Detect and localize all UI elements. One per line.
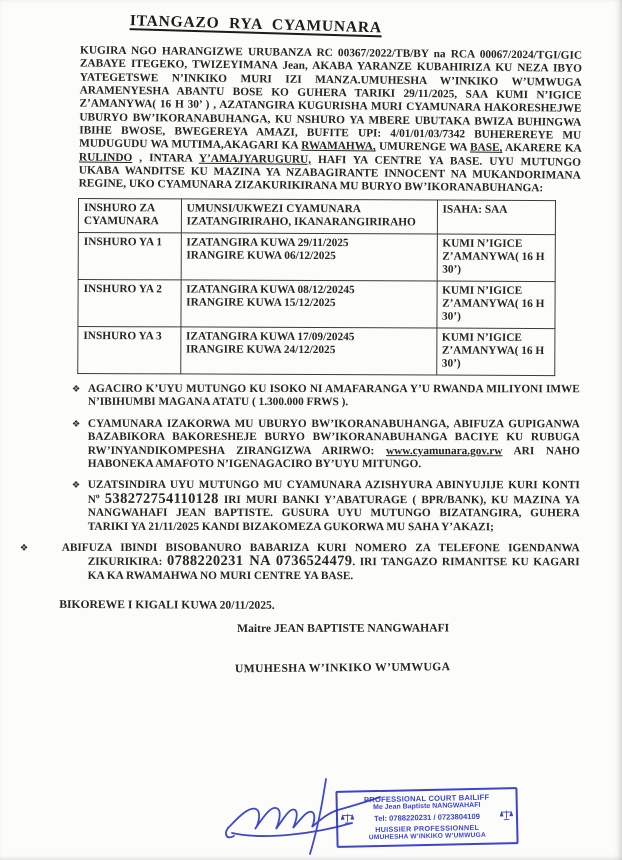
diamond-bullet-icon: ❖ [71, 418, 81, 430]
end-date: IRANGIRE KUWA 15/12/2025 [186, 296, 336, 309]
table-row [78, 279, 555, 328]
scales-of-justice-icon [500, 809, 513, 821]
stamp-line-5: UMUHESHA W’INKIKO W’UMWUGA [368, 831, 486, 842]
page-title: ITANGAZO RYA CYAMUNARA [129, 12, 383, 37]
intro-text-4: , INTARA [139, 151, 193, 165]
intro-text-5: HAFI YA CENTRE YA BASE. UYU MUTUNGO UKABA WANDITSE KU MAZINA YA NZABAGIRANTE INNOCENT NA MUKANDORIMANA REGINE, UKO CYAMUNARA ZIZAKURIKIRANA MU BURYO BW’IKORANABUHANGA: [78, 153, 582, 195]
intro-text-2: UMURENGE WA [378, 140, 467, 154]
price-text: AGACIRO K’UYU MUTUNGO KU ISOKO NI AMAFARANGA Y’U RWANDA MILIYONI IMWE N’IBIHUMBI MAGANA ATATU ( 1.300.000 FRWS ). [87, 382, 580, 409]
auction-schedule-table [77, 198, 556, 376]
stamp-line-1: PROFESSIONAL COURT BAILIFF [363, 792, 490, 805]
bank-account-number: 538272754110128 [104, 490, 219, 507]
intro-text-3: AKARERE KA [504, 142, 582, 156]
auction-website-link: www.cyamunara.gov.rw [385, 444, 503, 457]
signatory-title: UMUHESHA W’INKIKO W’UMWUGA [234, 660, 451, 676]
stamp-line-2: Me Jean Baptiste NANGWAHAFI [373, 801, 481, 812]
header-round: INSHURO ZA CYAMUNARA [78, 198, 181, 232]
numero-superscript: o [95, 490, 100, 500]
time-cell: KUMI N’IGICE Z’AMANYWA( 16 H 30’) [436, 281, 555, 329]
bullet-list [19, 382, 580, 584]
end-date: IRANGIRE KUWA 06/12/2025 [186, 249, 336, 262]
diamond-bullet-icon: ❖ [71, 480, 81, 492]
table-header-row [78, 198, 555, 234]
dates-cell [181, 280, 437, 328]
eauction-text-post: ARI NAHO HABONEKA AMAFOTO N’IGENAGACIRO BY’UYU MITUNGO. [87, 444, 580, 470]
start-date: IZATANGIRA KUWA 08/12/20245 [186, 283, 355, 296]
time-cell: KUMI N’IGICE Z’AMANYWA( 16 H 30’) [437, 234, 556, 282]
payment-text-post: IRI MURI BANKI Y’ABATURAGE ( BPR/BANK), KU MAZINA YA NANGWAHAFI JEAN BAPTISTE. GUSURA UYU MUTUNGO BIZATANGIRA, GUHERA TARIKI YA 21/11/2025 KANDI BIZAKOMEZA GUKORWA MU SAHA Y’AKAZI; [87, 493, 580, 533]
bullet-item-payment [72, 479, 580, 534]
bullet-item-price [72, 383, 580, 410]
scales-of-justice-icon [341, 813, 354, 825]
round-cell: INSHURO YA 3 [78, 326, 181, 373]
payment-text: UZATSINDIRA UYU MUTUNGO MU CYAMUNARA AZISHYURA ABINYUJIJE KURI KONTI N [87, 479, 580, 506]
dates-cell [181, 233, 437, 281]
stamp-line-4: HUISSIER PROFESSIONNEL [375, 822, 480, 835]
table-row [78, 326, 555, 375]
province-amajyaruguru: Y’AMAJYARUGURU, [198, 152, 312, 166]
district-rulindo: RULINDO [78, 151, 133, 164]
start-date: IZATANGIRA KUWA 29/11/2025 [186, 236, 349, 249]
end-date: IRANGIRE KUWA 24/12/2025 [185, 343, 336, 356]
diamond-bullet-icon: ❖ [71, 383, 81, 395]
intro-paragraph [79, 44, 583, 196]
title-row [129, 12, 622, 37]
intro-text-1: KUGIRA NGO HARANGIZWE URUBANZA RC 00367/2022/TB/BY na RCA 00067/2024/TGI/GIC ZABAYE ITEGEKO, TWIZEYIMANA Jean, AKABA YARANZE KUBAHIRIZA KU NEZA IBYO YATEGETSWE N’INKIKO MURI IZI MANZA.UMUHESHA W’INKIKO W’UMWUGA ARAMENYESHA ABANTU BOSE KO GUHERA TARIKI 29/11/2025, SAA KUMI N’IGICE Z’AMANYWA( 16 H 30’ ) , AZATANGIRA KUGURISHA MURI CYAMUNARA HAKORESHEJWE UBURYO BW’IKORANABUHANGA, KU NSHURO YA MBERE UBUTAKA BWIZA BUHINGWA IBIHE BWOSE, BWEGEREYA AMAZI, BUFITE UPI: 4/01/01/03/7342 BUHEREREYE MU MUDUGUDU WA MUTIMA,AKAGARI KA [79, 44, 583, 153]
header-dates: UMUNSI/UKWEZI CYAMUNARA IZATANGIRIRAHO, IKANARANGIRIRAHO [181, 199, 437, 234]
signatory-name: Maitre JEAN BAPTISTE NANGWAHAFI [237, 621, 450, 636]
stamp-line-3: Tel: 0788220231 / 0723804109 [373, 811, 480, 823]
bullet-item-eauction [72, 417, 580, 471]
cell-rwamahwa: RWAMAHWA, [301, 140, 376, 153]
round-cell: INSHURO YA 2 [78, 279, 181, 326]
bailiff-stamp [335, 787, 518, 848]
table-row [78, 232, 555, 281]
contact-text-post: . IRI TANGAZO RIMANITSE KU KAGARI KA KA RWAMAHWA NO MURI CENTRE YA BASE. [87, 556, 580, 582]
round-cell: INSHURO YA 1 [78, 232, 181, 279]
dates-cell [180, 327, 436, 375]
start-date: IZATANGIRA KUWA 17/09/20245 [186, 330, 355, 343]
sector-base: BASE, [469, 141, 503, 155]
time-cell: KUMI N’IGICE Z’AMANYWA( 16 H 30’) [436, 328, 555, 376]
bullet-item-contact [19, 541, 580, 584]
phone-numbers: 0788220231 NA 0736524479 [166, 553, 353, 570]
header-time: ISAHA: SAA [437, 200, 556, 235]
eauction-text: CYAMUNARA IZAKORWA MU UBURYO BW’IKORANABUHANGA, ABIFUZA GUPIGANWA BAZABIKORA BAKORESHEJE BURYO BW’IKORANABUHANGA BACIYE KU RUBUGA RW’INYANDIKOMPESHA ZIRANGIZWA ARIRWO: [87, 417, 580, 457]
place-and-date: BIKOREWE I KIGALI KUWA 20/11/2025. [59, 597, 275, 612]
contact-text: ABIFUZA IBINDI BISOBANURO BABARIZA KURI NOMERO ZA TELEFONE IGENDANWA ZIKURIKIRA: [61, 541, 580, 569]
